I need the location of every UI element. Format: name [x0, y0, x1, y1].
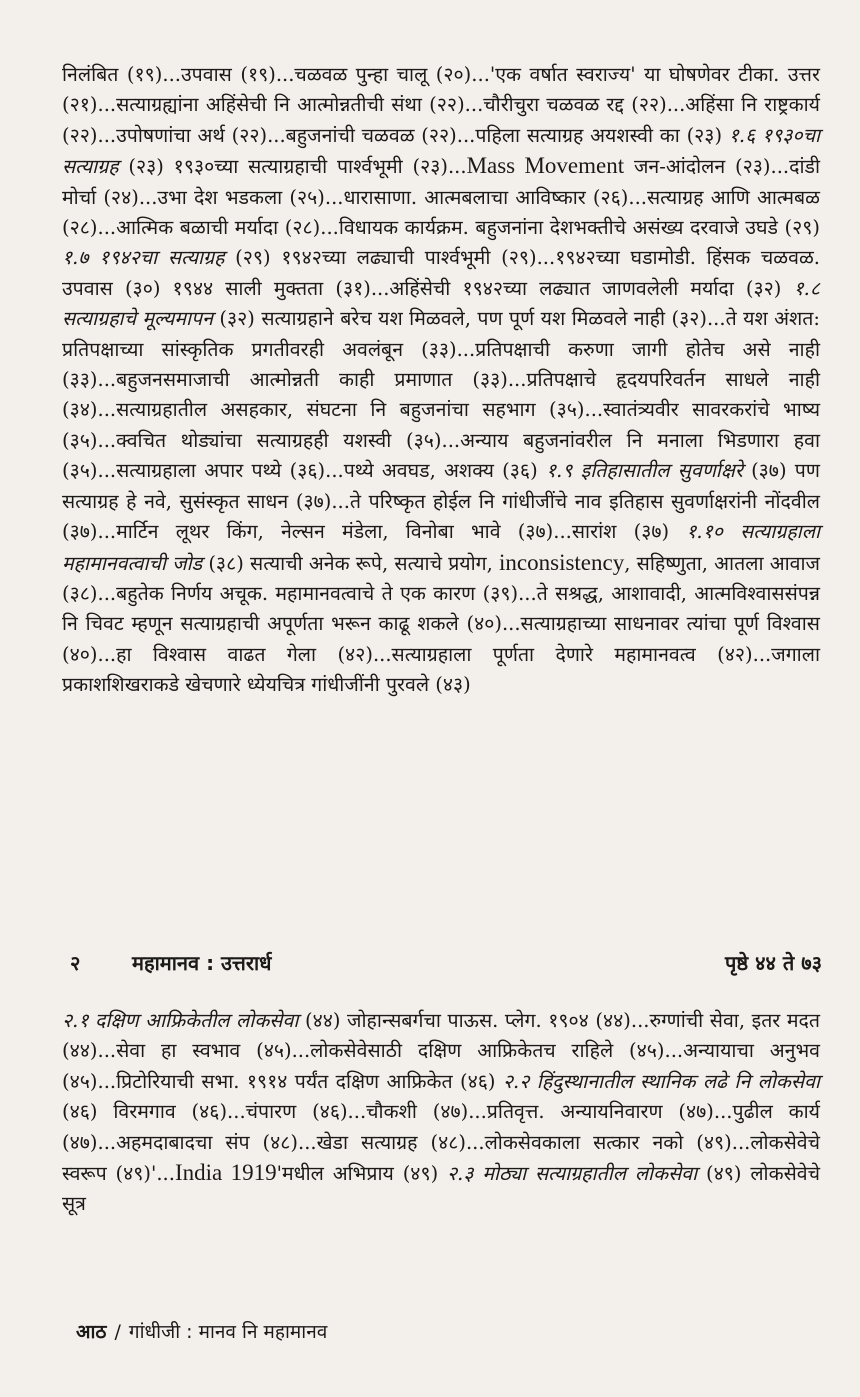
section-heading-2-1: २.१ दक्षिण आफ्रिकेतील लोकसेवा — [62, 1009, 299, 1032]
toc-paragraph-chapter-2 — [62, 1006, 820, 1220]
text-run: (२९) १९४२च्या लढ्याची पार्श्वभूमी (२९)...१९४२च्या घडामोडी. हिंसक चळवळ. उपवास (३०) १९४४ साली मुक्तता (३१)...अहिंसेची १९४२च्या लढ्यात जाणवलेली मर्यादा (३२) — [62, 246, 820, 300]
english-term: inconsistency — [499, 549, 625, 575]
english-term: India 1919 — [174, 1160, 277, 1186]
section-heading-1-7: १.७ १९४२चा सत्याग्रह — [62, 246, 225, 270]
text-run: 'मधील अभिप्राय (४९) — [276, 1162, 448, 1186]
text-run: जन-आंदोलन (२३)...दांडी मोर्चा (२४)...उभा देश भडकला (२५)...धारासाणा. आत्मबलाचा आविष्कार (२६)...सत्याग्रह आणि आत्मबळ (२८)...आत्मिक बळाची मर्यादा (२८)...विधायक कार्यक्रम. बहुजनांना देशभक्तीचे असंख्य दरवाजे उघडे (२९) — [62, 155, 820, 240]
chapter-number: २ — [70, 951, 81, 975]
text-run: (४६) विरमगाव (४६)...चंपारण (४६)...चौकशी (४७)...प्रतिवृत्त. अन्यायनिवारण (४७)...पुढील कार्य (४७)...अहमदाबादचा संप (४८)...खेडा सत्याग्रह (४८)...लोकसेवकाला सत्कार नको (४९)...लोकसेवेचे स्वरूप (४९)'... — [62, 1100, 820, 1186]
section-heading-1-6: १.६ १९३०चा सत्याग्रह — [62, 123, 821, 179]
text-run: (३८) सत्याची अनेक रूपे, सत्याचे प्रयोग, — [202, 551, 500, 575]
section-heading-1-9: १.९ इतिहासातील सुवर्णाक्षरे — [545, 459, 743, 483]
section-heading-1-8: १.८ सत्याग्रहाचे मूल्यमापन — [62, 276, 820, 331]
section-heading-2-3: २.३ मोठ्या सत्याग्रहातील लोकसेवा — [447, 1162, 698, 1186]
text-run: निलंबित (१९)...उपवास (१९)...चळवळ पुन्हा चालू (२०)...'एक वर्षात स्वराज्य' या घोषणेवर टीका. उत्तर (२१)...सत्याग्रह्यांना अहिंसेची नि आत्मोन्नतीची संथा (२२)...चौरीचुरा चळवळ रद्द (२२)...अहिंसा नि राष्ट्रकार्य (२२)...उपोषणांचा अर्थ (२२)...बहुजनांची चळवळ (२२)...पहिला सत्याग्रह अयशस्वी का (२३) — [62, 63, 820, 147]
page-number: आठ — [76, 1321, 107, 1343]
section-heading-2-2: २.२ हिंदुस्थानातील स्थानिक लढे नि लोकसेवा — [502, 1069, 820, 1093]
text-run: (३७) पण सत्याग्रह हे नवे, सुसंस्कृत साधन (३७)...ते परिष्कृत होईल नि गांधीजींचे नाव इतिहास सुवर्णाक्षरांनी नोंदवील (३७)...मार्टिन लूथर किंग, नेल्सन मंडेला, विनोबा भावे (३७)...सारांश (३७) — [62, 459, 820, 544]
text-run: (४४) जोहान्सबर्गचा पाऊस. प्लेग. १९०४ (४४)...रुग्णांची सेवा, इतर मदत (४४)...सेवा हा स्वभाव (४५)...लोकसेवेसाठी दक्षिण आफ्रिकेतच राहिले (४५)...अन्यायाचा अनुभव (४५)...प्रिटोरियाची सभा. १९१४ पर्यंत दक्षिण आफ्रिकेत (४६) — [62, 1009, 820, 1093]
text-run: (३२) सत्याग्रहाने बरेच यश मिळवले, पण पूर्ण यश मिळवले नाही (३२)...ते यश अंशत: प्रतिपक्षाच्या सांस्कृतिक प्रगतीवरही अवलंबून (३३)...प्रतिपक्षाची करुणा जागी होतेच असे नाही (३३)...बहुजनसमाजाची आत्मोन्नती काही प्रमाणात (३३)...प्रतिपक्षाचे हृदयपरिवर्तन साधले नाही (३४)...सत्याग्रहातील असहकार, संघटना नि बहुजनांचा सहभाग (३५)...स्वातंत्र्यवीर सावरकरांचे भाष्य (३५)...क्वचित थोड्यांचा सत्याग्रहही यशस्वी (३५)...अन्याय बहुजनांवरील नि मनाला भिडणारा हवा (३५)...सत्याग्रहाला अपार पथ्ये (३६)...पथ्ये अवघड, अशक्य (३६) — [62, 307, 820, 483]
text-run: (२३) १९३०च्या सत्याग्रहाची पार्श्वभूमी (२३)... — [118, 155, 467, 179]
text-run: (४९) लोकसेवेचे सूत्र — [62, 1162, 820, 1216]
english-term: Mass Movement — [466, 153, 625, 179]
section-heading-1-10: १.१० सत्याग्रहाला महामानवत्वाची जोड — [62, 520, 820, 575]
toc-paragraph-chapter-1 — [62, 60, 820, 701]
chapter-title: महामानव : उत्तरार्ध — [132, 951, 272, 975]
book-title: गांधीजी : मानव नि महामानव — [128, 1321, 328, 1343]
footer-separator: / — [114, 1321, 121, 1343]
page-footer — [76, 1318, 327, 1344]
chapter-heading — [70, 949, 822, 983]
text-run: , सहिष्णुता, आतला आवाज (३८)...बहुतेक निर्णय अचूक. महामानवत्वाचे ते एक कारण (३९)...ते सश्रद्ध, आशावादी, आत्मविश्वाससंपन्न नि चिवट म्हणून सत्याग्रहाची अपूर्णता भरून काढू शकले (४०)...सत्याग्रहाच्या साधनावर त्यांचा पूर्ण विश्वास (४०)...हा विश्वास वाढत गेला (४२)...सत्याग्रहाला पूर्णता देणारे महामानवत्व (४२)...जगाला प्रकाशशिखराकडे खेचणारे ध्येयचित्र गांधीजींनी पुरवले (४३) — [62, 551, 820, 697]
chapter-page-range: पृष्ठे ४४ ते ७३ — [724, 951, 822, 975]
